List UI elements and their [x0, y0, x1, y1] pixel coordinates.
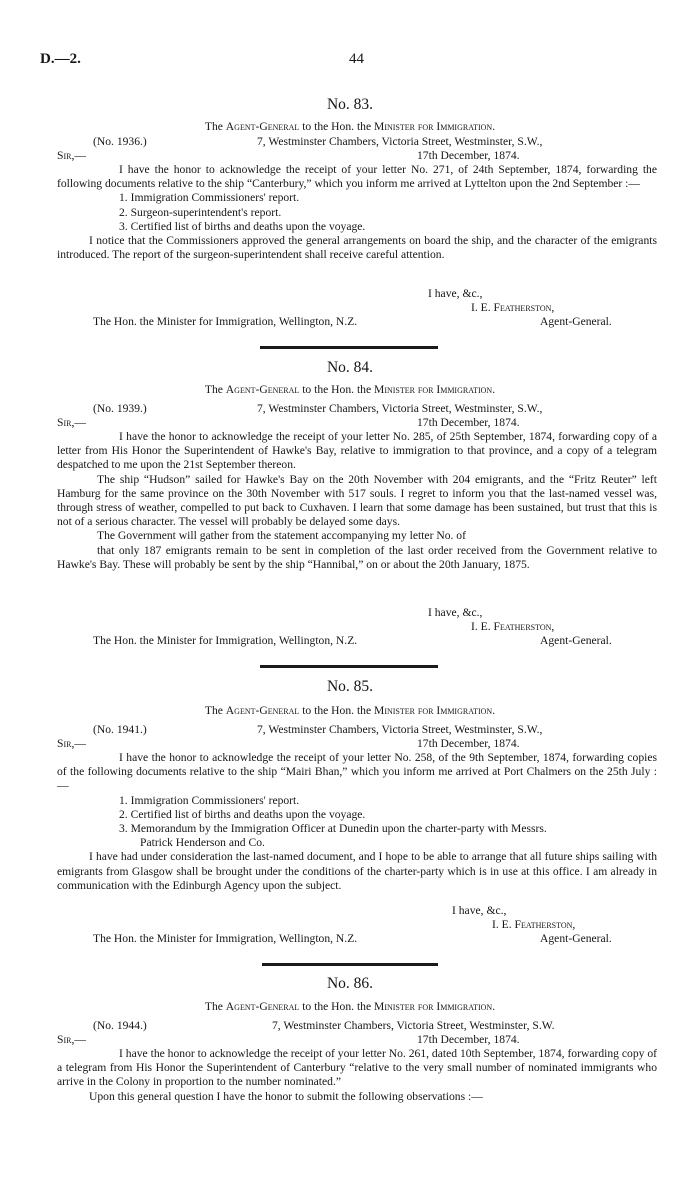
letter-heading: The Agent-General to the Hon. the Minister for Immigration.: [204, 704, 496, 717]
list-item: 2. Certified list of births and deaths upon the voyage.: [119, 807, 366, 821]
list-item: 3. Memorandum by the Immigration Officer at Dunedin upon the charter-party with Messrs.: [119, 822, 547, 836]
list-item: 1. Immigration Commissioners' report.: [119, 793, 300, 807]
recipient: The Hon. the Minister for Immigration, Wellington, N.Z.: [93, 315, 358, 328]
letter-reference: (No. 1939.): [93, 402, 147, 415]
letter-body: [57, 1047, 657, 1104]
letter-date: 17th December, 1874.: [417, 737, 520, 750]
letter-address: 7, Westminster Chambers, Victoria Street, Westminster, S.W.,: [257, 402, 543, 415]
letter-reference: (No. 1944.): [93, 1019, 147, 1032]
list-item: 2. Surgeon-superintendent's report.: [119, 205, 282, 219]
letter-body: [57, 751, 657, 893]
letter-date: 17th December, 1874.: [417, 149, 520, 162]
section-divider: [262, 963, 438, 966]
paragraph: that only 187 emigrants remain to be sent in completion of the last order received from the Government relative to Hawke's Bay. These will probably be sent by the ship “Hannibal,” on or about the 20th January, 1875.: [57, 543, 657, 571]
letter-number: No. 83.: [326, 96, 374, 113]
letter-heading: The Agent-General to the Hon. the Minister for Immigration.: [204, 1000, 496, 1013]
signatory-title: Agent-General.: [540, 932, 612, 945]
salutation: Sir,—: [57, 416, 86, 429]
signatory: I. E. Featherston,: [471, 620, 555, 633]
list-item-continuation: Patrick Henderson and Co.: [140, 836, 265, 850]
recipient: The Hon. the Minister for Immigration, Wellington, N.Z.: [93, 634, 358, 647]
signatory-title: Agent-General.: [540, 315, 612, 328]
letter-date: 17th December, 1874.: [417, 1033, 520, 1046]
signatory-title: Agent-General.: [540, 634, 612, 647]
letter-number: No. 85.: [326, 678, 374, 695]
letter-address: 7, Westminster Chambers, Victoria Street, Westminster, S.W.,: [257, 723, 543, 736]
paragraph: I have had under consideration the last-named document, and I hope to be able to arrange that all future ships sailing with emigrants from Glasgow shall be brought under the conditions of the charter-party which is in use at this office. I am already in communication with the Edinburgh Agency upon the subject.: [57, 850, 657, 892]
closing: I have, &c.,: [428, 287, 483, 300]
paragraph: I have the honor to acknowledge the receipt of your letter No. 261, dated 10th September, 1874, forwarding copy of a telegram from His Honor the Superintendent of Canterbury “relative to the very small number of nominated immigrants who arrive in the Colony in proportion to the number nominated.”: [57, 1047, 657, 1089]
paragraph: I have the honor to acknowledge the receipt of your letter No. 285, of 25th September, 1874, forwarding copy of a letter from His Honor the Superintendent of Hawke's Bay, relative to immigration to that province, and a copy of a telegram despatched to me upon the 21st September thereon.: [57, 430, 657, 472]
list-item: 3. Certified list of births and deaths upon the voyage.: [119, 219, 366, 233]
salutation: Sir,—: [57, 149, 86, 162]
letter-heading: The Agent-General to the Hon. the Minister for Immigration.: [204, 383, 496, 396]
document-code: D.—2.: [40, 51, 81, 67]
salutation: Sir,—: [57, 1033, 86, 1046]
section-divider: [260, 346, 438, 349]
letter-address: 7, Westminster Chambers, Victoria Street, Westminster, S.W.,: [257, 135, 543, 148]
section-divider: [260, 665, 438, 668]
paragraph: The Government will gather from the statement accompanying my letter No. of: [97, 529, 466, 543]
letter-body: [57, 163, 657, 262]
letter-date: 17th December, 1874.: [417, 416, 520, 429]
closing: I have, &c.,: [452, 904, 507, 917]
paragraph: I notice that the Commissioners approved the general arrangements on board the ship, and the character of the emigrants introduced. The report of the surgeon-superintendent shall receive careful attention.: [57, 234, 657, 262]
paragraph: I have the honor to acknowledge the receipt of your letter No. 258, of the 9th September, 1874, forwarding copies of the following documents relative to the ship “Mairi Bhan,” which you inform me arrived at Port Chalmers on the 25th July :—: [57, 751, 657, 793]
signatory: I. E. Featherston,: [471, 301, 555, 314]
salutation: Sir,—: [57, 737, 86, 750]
letter-number: No. 84.: [326, 359, 374, 376]
paragraph: Upon this general question I have the honor to submit the following observations :—: [89, 1089, 483, 1103]
letter-heading: The Agent-General to the Hon. the Minister for Immigration.: [204, 120, 496, 133]
letter-number: No. 86.: [326, 975, 374, 992]
letter-body: [57, 430, 657, 572]
page-number: 44: [349, 51, 364, 67]
paragraph: The ship “Hudson” sailed for Hawke's Bay on the 20th November with 204 emigrants, and the “Fritz Reuter” left Hamburg for the same province on the 30th November with 517 souls. I regret to inform you that the last-named vessel was, through stress of weather, compelled to put back to Cuxhaven. I learn that some damage has been sustained, but trust that this is not of a serious character. The vessel will probably be delayed some days.: [57, 472, 657, 529]
signatory: I. E. Featherston,: [492, 918, 576, 931]
paragraph: I have the honor to acknowledge the receipt of your letter No. 271, of 24th September, 1874, forwarding the following documents relative to the ship “Canterbury,” which you inform me arrived at Lyttelton upon the 2nd September :—: [57, 163, 657, 191]
letter-reference: (No. 1936.): [93, 135, 147, 148]
closing: I have, &c.,: [428, 606, 483, 619]
letter-reference: (No. 1941.): [93, 723, 147, 736]
letter-address: 7, Westminster Chambers, Victoria Street, Westminster, S.W.: [272, 1019, 555, 1032]
list-item: 1. Immigration Commissioners' report.: [119, 191, 300, 205]
recipient: The Hon. the Minister for Immigration, Wellington, N.Z.: [93, 932, 358, 945]
